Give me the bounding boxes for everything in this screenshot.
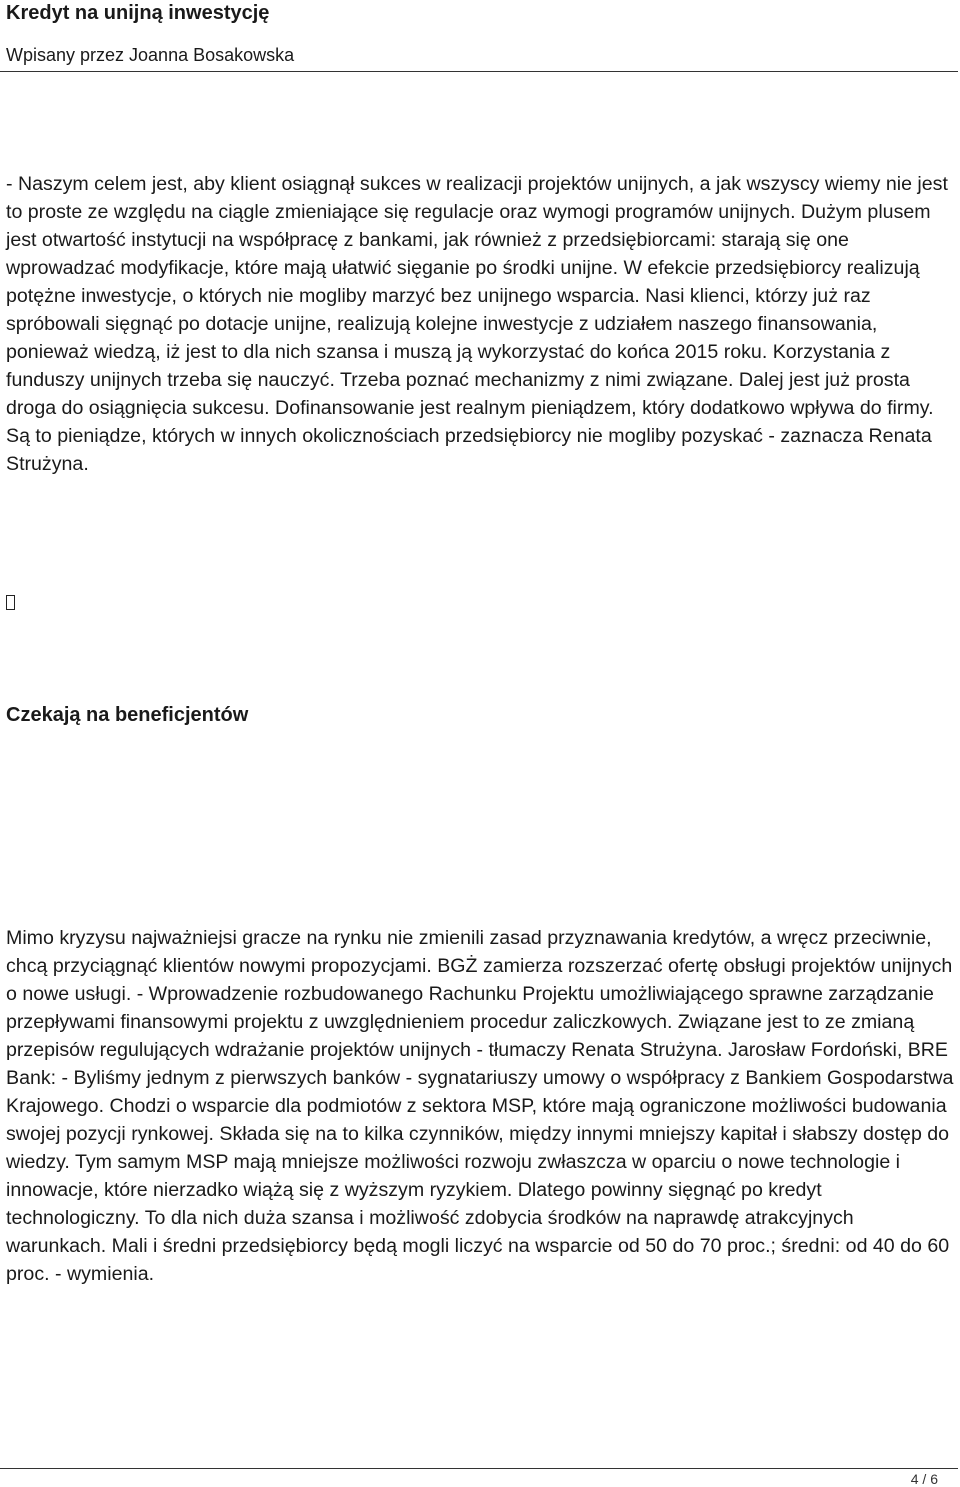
header-divider [0,71,958,72]
section-heading: Czekają na beneficjentów [6,704,249,726]
body-paragraph-2: Mimo kryzysu najważniejsi gracze na rynku nie zmienili zasad przyznawania kredytów, a wręcz przeciwnie, chcą przyciągnąć klientów nowymi propozycjami. BGŻ zamierza rozszerzać ofertę obsługi projektów unijnych o nowe usługi. - Wprowadzenie rozbudowanego Rachunku Projektu umożliwiającego sprawne zarządzanie przepływami finansowymi projektu z uwzględnieniem procedur zaliczkowych. Związane jest to ze zmianą przepisów regulujących wdrażanie projektów unijnych - tłumaczy Renata Strużyna. Jarosław Fordoński, BRE Bank: - Byliśmy jednym z pierwszych banków - sygnatariuszy umowy o współpracy z Bankiem Gospodarstwa Krajowego. Chodzi o wsparcie dla podmiotów z sektora MSP, które mają ograniczone możliwości budowania swojej pozycji rynkowej. Składa się na to kilka czynników, między innymi mniejszy kapitał i słabszy dostęp do wiedzy. Tym samym MSP mają mniejsze możliwości rozwoju zwłaszcza w oparciu o nowe technologie i innowacje, które nierzadko wiążą się z wyższym ryzykiem. Dlatego powinny sięgnąć po kredyt technologiczny. To dla nich duża szansa i możliwość zdobycia środków na naprawdę atrakcyjnych warunkach. Mali i średni przedsiębiorcy będą mogli liczyć na wsparcie od 50 do 70 proc.; średni: od 40 do 60 proc. - wymienia. [6,927,954,1285]
missing-glyph-icon [6,595,15,610]
page-number: 4 / 6 [910,1471,938,1487]
author-line: Wpisany przez Joanna Bosakowska [6,45,295,65]
document-title: Kredyt na unijną inwestycję [6,2,270,24]
body-paragraph-1: - Naszym celem jest, aby klient osiągnął sukces w realizacji projektów unijnych, a jak wszyscy wiemy nie jest to proste ze względu na ciągle zmieniające się regulacje oraz wymogi programów unijnych. Dużym plusem jest otwartość instytucji na współpracę z bankami, jak również z przedsiębiorcami: starają się one wprowadzać modyfikacje, które mają ułatwić sięganie po środki unijne. W efekcie przedsiębiorcy realizują potężne inwestycje, o których nie mogliby marzyć bez unijnego wsparcia. Nasi klienci, którzy już raz spróbowali sięgnąć po dotacje unijne, realizują kolejne inwestycje z udziałem naszego finansowania, ponieważ wiedzą, iż jest to dla nich szansa i muszą ją wykorzystać do końca 2015 roku. Korzystania z funduszy unijnych trzeba się nauczyć. Trzeba poznać mechanizmy z nimi związane. Dalej jest już prosta droga do osiągnięcia sukcesu. Dofinansowanie jest realnym pieniądzem, który dodatkowo wpływa do firmy. Są to pieniądze, których w innych okolicznościach przedsiębiorcy nie mogliby pozyskać - zaznacza Renata Strużyna. [6,173,948,475]
footer-divider [0,1468,958,1469]
